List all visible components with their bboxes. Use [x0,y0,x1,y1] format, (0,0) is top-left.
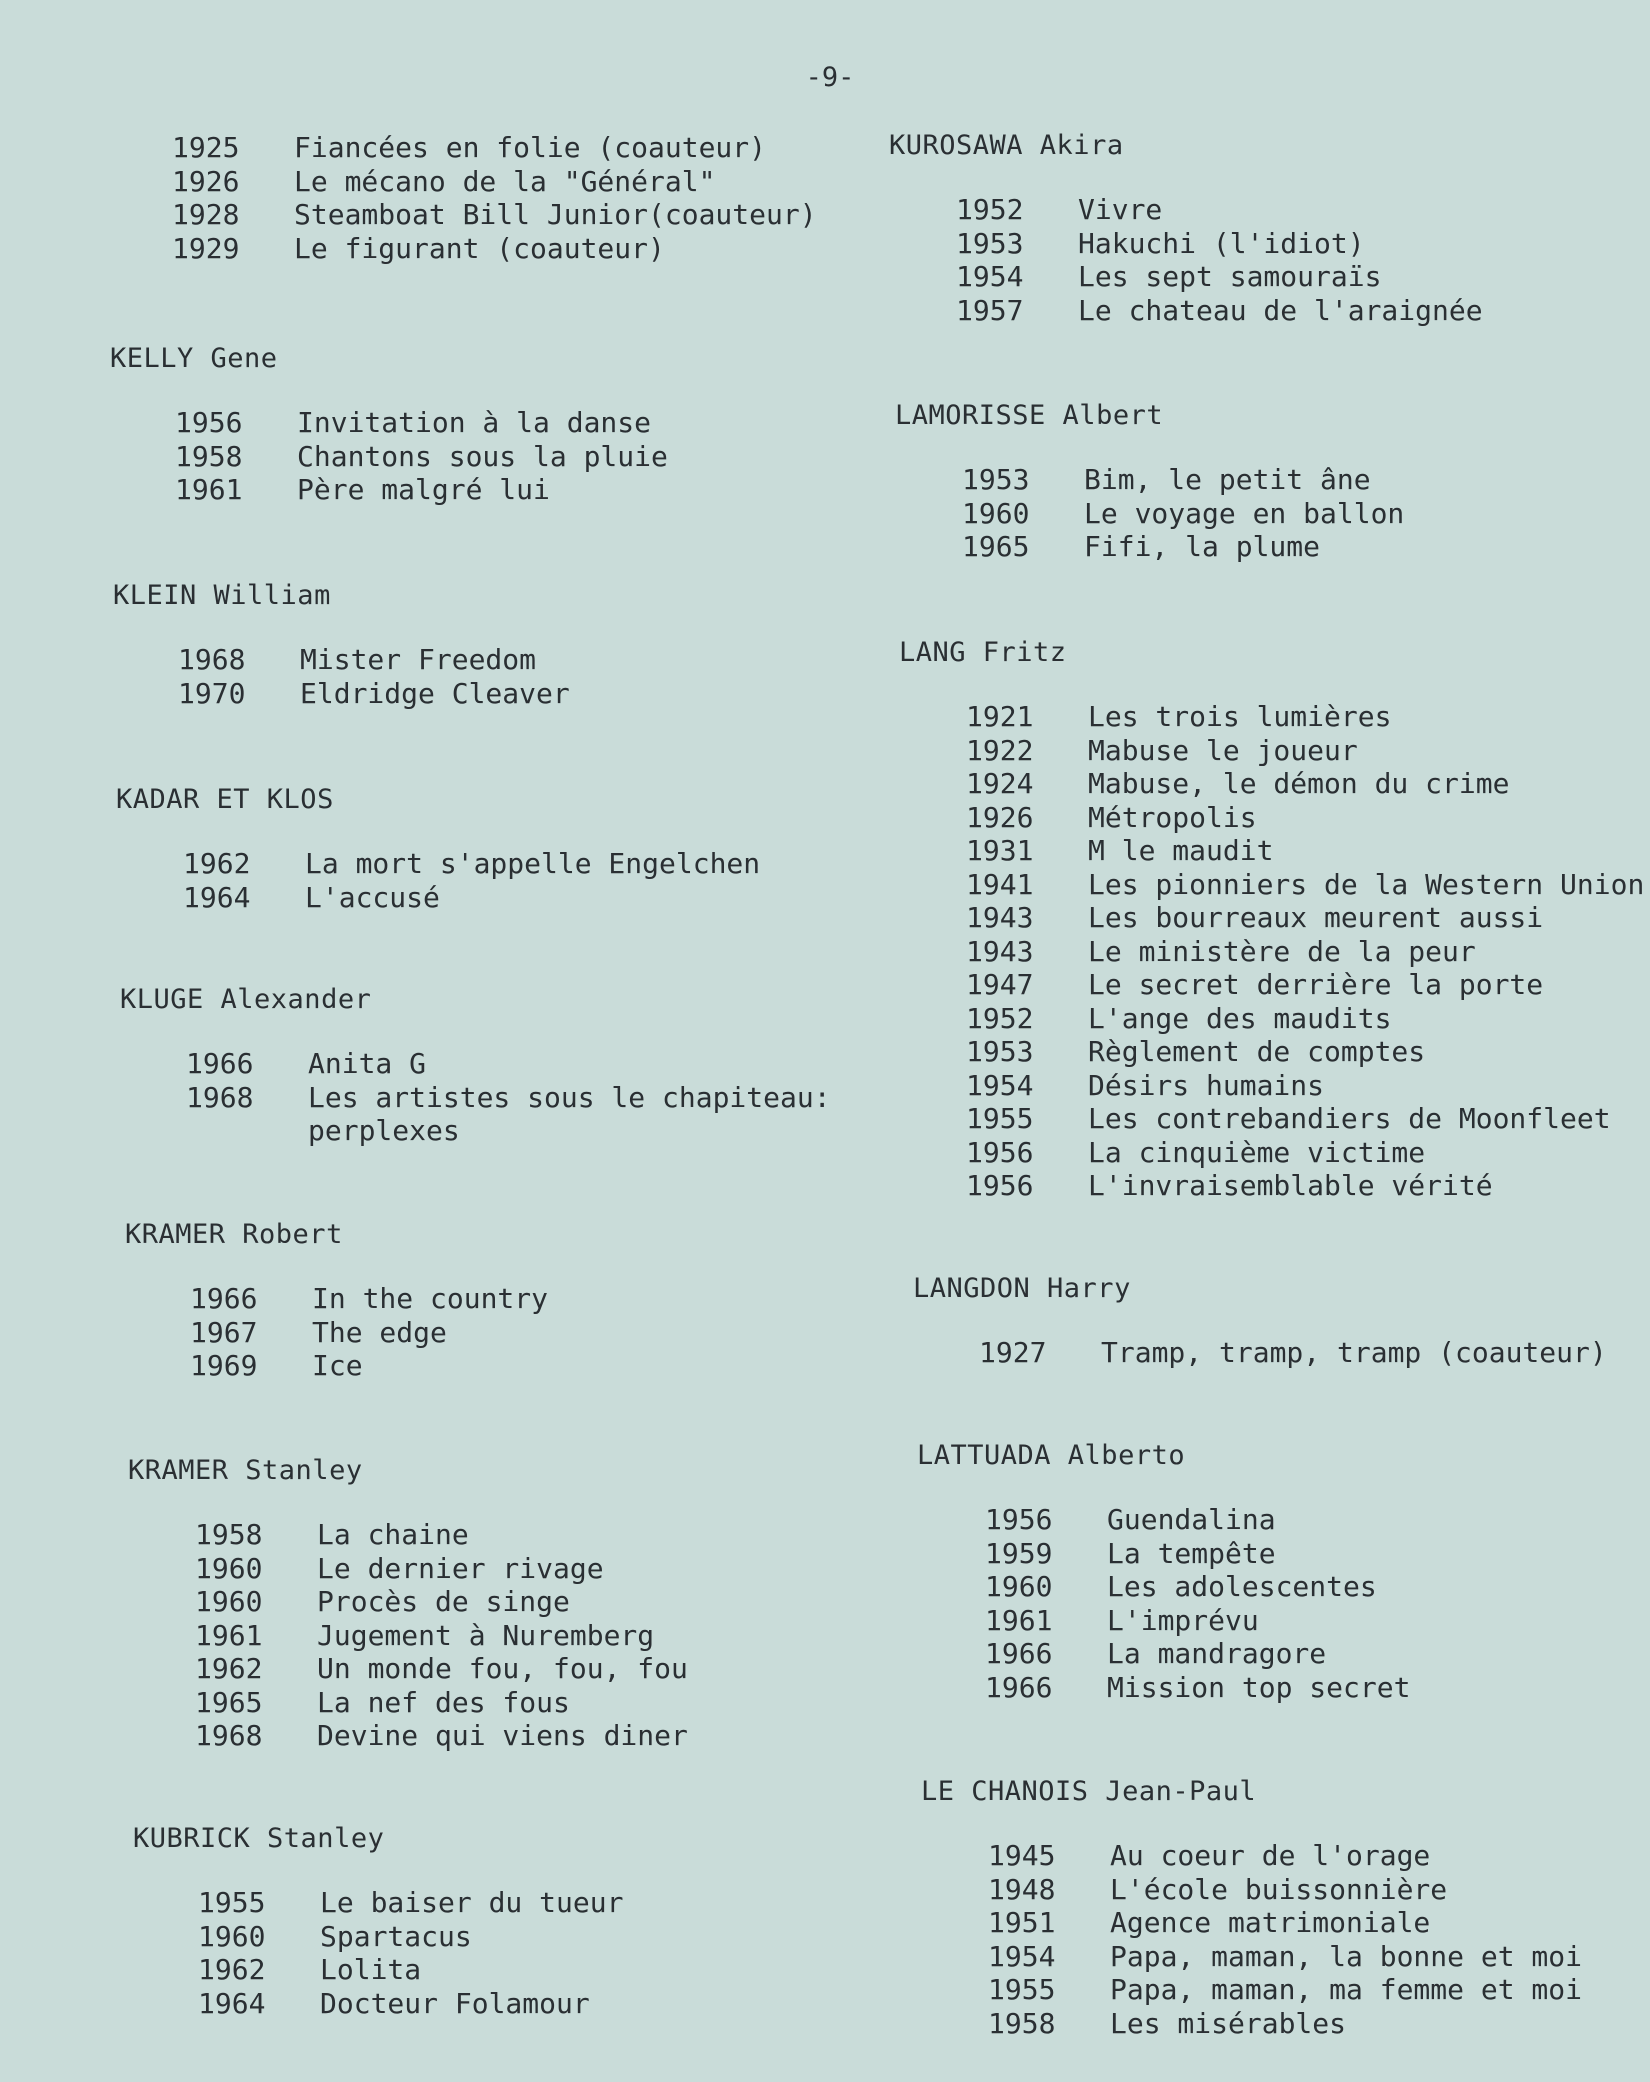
director-entry [889,130,1483,327]
film-title: L'école buissonnière [1110,1872,1448,1906]
film-year: 1943 [966,934,1034,968]
film-year: 1960 [198,1919,266,1953]
film-list [979,1336,1607,1370]
film-year: 1959 [985,1536,1053,1570]
film-year: 1953 [956,226,1024,260]
film-row [195,1719,688,1753]
director-name: KRAMER Robert [125,1219,343,1250]
film-title: Les misérables [1110,2006,1347,2040]
film-row [962,463,1404,497]
film-row [966,901,1644,935]
film-list [175,406,668,507]
film-row [966,801,1644,835]
film-title: L'accusé [305,880,440,914]
film-row [172,165,817,199]
film-title: Mabuse, le démon du crime [1088,767,1510,800]
film-title: Agence matrimoniale [1110,1906,1431,1939]
director-entry [899,637,1644,1203]
director-name: LANGDON Harry [913,1273,1131,1304]
film-row [186,1081,831,1115]
film-title: Les contrebandiers de Moonfleet [1088,1102,1611,1135]
film-year: 1966 [985,1670,1053,1704]
film-year: 1952 [966,1001,1034,1035]
film-year: 1958 [988,2006,1056,2040]
film-title: M le maudit [1088,834,1274,867]
film-year: 1947 [966,968,1034,1001]
film-title: In the country [312,1282,549,1315]
film-year: 1952 [956,193,1024,226]
film-list [985,1503,1410,1704]
film-list [198,1886,623,2020]
film-year: 1960 [195,1551,263,1585]
film-title: Anita G [308,1047,427,1080]
film-row [962,530,1404,564]
film-year: 1941 [966,867,1034,901]
film-year: 1970 [178,676,246,710]
film-year: 1954 [966,1068,1034,1102]
film-title: Les sept samouraïs [1078,260,1382,293]
film-title: Tramp, tramp, tramp (coauteur) [1101,1336,1607,1369]
film-row [198,1920,623,1954]
film-title: Docteur Folamour [320,1986,590,2020]
film-list [966,700,1644,1203]
film-row [988,1906,1582,1940]
film-year: 1926 [172,164,240,198]
film-title: L'invraisemblable vérité [1088,1169,1493,1202]
film-year: 1961 [195,1618,263,1652]
film-title: Papa, maman, la bonne et moi [1110,1939,1583,1973]
film-year: 1922 [966,733,1034,767]
film-row [195,1585,688,1619]
film-row [198,1953,623,1987]
film-title: Règlement de comptes [1088,1035,1426,1068]
film-title: Bim, le petit âne [1084,463,1371,496]
director-name: KUROSAWA Akira [889,130,1124,161]
film-title: Le mécano de la "Général" [294,164,716,198]
film-title: Le chateau de l'araignée [1078,293,1483,327]
film-year: 1951 [988,1906,1056,1939]
director-entry [120,984,831,1148]
director-entry [113,580,570,710]
film-row [966,1035,1644,1069]
director-entry [116,784,760,914]
film-row [198,1987,623,2021]
film-row [172,131,817,165]
film-year: 1968 [178,643,246,676]
film-title: Vivre [1078,193,1163,226]
film-title: Spartacus [320,1919,472,1953]
film-year: 1964 [198,1986,266,2020]
film-title: Mabuse le joueur [1088,733,1358,767]
film-row [956,260,1483,294]
film-title: Les bourreaux meurent aussi [1088,901,1544,934]
film-title: La mort s'appelle Engelchen [305,847,761,880]
film-row [966,1169,1644,1203]
film-title: Le secret derrière la porte [1088,968,1544,1001]
film-year: 1955 [198,1886,266,1919]
film-year: 1954 [956,260,1024,293]
film-title: Les artistes sous le chapiteau: [308,1080,831,1114]
film-title: The edge [312,1315,447,1349]
film-row [190,1282,548,1316]
film-year: 1962 [195,1652,263,1685]
film-row [175,473,668,507]
film-row [172,232,817,266]
film-title: Lolita [320,1953,422,1986]
page-number: -9- [805,62,855,93]
director-name: KADAR ET KLOS [116,784,334,815]
film-row [966,1069,1644,1103]
film-year: 1956 [966,1169,1034,1202]
film-row [966,834,1644,868]
film-row [966,767,1644,801]
film-row [178,677,570,711]
film-title: Jugement à Nuremberg [317,1618,655,1652]
film-row [172,198,817,232]
film-row [966,868,1644,902]
film-row [988,2007,1582,2041]
director-entry [133,1823,623,2020]
film-title: La tempête [1107,1536,1276,1570]
film-title: Eldridge Cleaver [300,676,570,710]
film-row [988,1973,1582,2007]
director-entry [172,131,817,265]
film-row [985,1570,1410,1604]
film-title: L'imprévu [1107,1603,1259,1637]
film-row [190,1349,548,1383]
film-list [956,193,1483,327]
director-entry [125,1219,548,1383]
film-year: 1962 [198,1953,266,1986]
film-year: 1929 [172,231,240,265]
film-row [195,1518,688,1552]
film-year: 1924 [966,767,1034,800]
director-name: LE CHANOIS Jean-Paul [921,1776,1257,1807]
film-title: Les pionniers de la Western Union [1088,867,1645,901]
film-title: Mission top secret [1107,1670,1411,1704]
film-year: 1961 [985,1603,1053,1637]
film-year: 1966 [186,1047,254,1080]
film-title: Un monde fou, fou, fou [317,1652,688,1685]
film-title: La cinquième victime [1088,1135,1426,1169]
film-row [183,881,760,915]
film-title: Père malgré lui [297,473,550,506]
film-year: 1945 [988,1839,1056,1872]
film-row [198,1886,623,1920]
director-entry [128,1455,688,1753]
film-title: Désirs humains [1088,1068,1325,1102]
film-title: Le baiser du tueur [320,1886,624,1919]
film-year: 1966 [985,1637,1053,1670]
film-list [172,131,817,265]
film-title: Fiancées en folie (coauteur) [294,131,767,164]
film-year: 1943 [966,901,1034,934]
film-list [178,643,570,710]
director-entry [913,1273,1607,1370]
director-entry [110,343,668,507]
film-year: 1967 [190,1315,258,1349]
film-year: 1969 [190,1349,258,1382]
film-title: Le dernier rivage [317,1551,604,1585]
film-row [985,1604,1410,1638]
film-row [175,406,668,440]
film-year: 1926 [966,800,1034,834]
film-row [956,227,1483,261]
film-year: 1953 [962,463,1030,496]
film-year: 1954 [988,1939,1056,1973]
film-row [186,1047,831,1081]
film-year: 1958 [175,439,243,473]
director-name: KLEIN William [113,580,331,611]
film-row [195,1686,688,1720]
film-year: 1968 [195,1719,263,1752]
film-row [985,1637,1410,1671]
film-year: 1927 [979,1336,1047,1369]
director-name: LAMORISSE Albert [895,400,1164,431]
film-title: Au coeur de l'orage [1110,1839,1431,1872]
film-title: La mandragore [1107,1637,1327,1670]
director-entry [895,400,1404,564]
film-title: Le figurant (coauteur) [294,231,665,265]
film-row [195,1619,688,1653]
film-year: 1921 [966,700,1034,733]
film-year: 1957 [956,293,1024,327]
film-list [962,463,1404,564]
film-row [985,1671,1410,1705]
film-row [966,700,1644,734]
film-list [988,1839,1582,2040]
film-title: Steamboat Bill Junior(coauteur) [294,198,817,231]
film-year: 1964 [183,880,251,914]
film-list [183,847,760,914]
film-title: La nef des fous [317,1685,570,1719]
film-row [966,935,1644,969]
film-row [988,1839,1582,1873]
director-name: KELLY Gene [110,343,278,374]
film-year: 1956 [175,406,243,439]
film-year: 1965 [962,530,1030,563]
film-year: 1955 [966,1102,1034,1135]
film-title: Le ministère de la peur [1088,934,1476,968]
film-row [966,1102,1644,1136]
film-row [195,1552,688,1586]
film-title: Mister Freedom [300,643,537,676]
film-row [979,1336,1607,1370]
film-year: 1960 [195,1585,263,1618]
film-year [186,1114,308,1148]
film-year: 1958 [195,1518,263,1551]
film-list [190,1282,548,1383]
film-title: Chantons sous la pluie [297,439,668,473]
film-year: 1955 [988,1973,1056,2006]
film-row [183,847,760,881]
film-title: Ice [312,1349,363,1382]
film-title: Fifi, la plume [1084,530,1321,563]
film-row [966,734,1644,768]
director-name: KRAMER Stanley [128,1455,363,1486]
film-year: 1962 [183,847,251,880]
director-name: KLUGE Alexander [120,984,372,1015]
film-row [966,1002,1644,1036]
film-title: Les trois lumières [1088,700,1392,733]
director-entry [921,1776,1582,2040]
film-list [186,1047,831,1148]
director-entry [917,1440,1410,1704]
film-row [186,1114,831,1148]
film-row [195,1652,688,1686]
film-year: 1953 [966,1035,1034,1068]
film-title: Les adolescentes [1107,1570,1377,1603]
film-title: Invitation à la danse [297,406,652,439]
film-year: 1925 [172,131,240,164]
film-title: Papa, maman, ma femme et moi [1110,1973,1583,2006]
film-row [988,1940,1582,1974]
film-row [956,294,1483,328]
film-year: 1956 [985,1503,1053,1536]
film-row [962,497,1404,531]
film-row [985,1503,1410,1537]
director-name: LATTUADA Alberto [917,1440,1186,1471]
film-year: 1965 [195,1685,263,1719]
film-title: Procès de singe [317,1585,570,1618]
film-year: 1961 [175,473,243,506]
film-list [195,1518,688,1753]
film-title: perplexes [308,1114,460,1147]
film-title: Métropolis [1088,800,1257,834]
film-title: La chaine [317,1518,469,1551]
film-row [966,968,1644,1002]
film-title: Guendalina [1107,1503,1276,1536]
film-year: 1928 [172,198,240,231]
film-title: L'ange des maudits [1088,1001,1392,1035]
film-title: Devine qui viens diner [317,1719,688,1752]
film-row [985,1537,1410,1571]
film-year: 1960 [962,496,1030,530]
film-row [988,1873,1582,1907]
film-row [966,1136,1644,1170]
film-title: Le voyage en ballon [1084,496,1405,530]
film-row [956,193,1483,227]
film-year: 1931 [966,834,1034,867]
film-year: 1960 [985,1570,1053,1603]
film-title: Hakuchi (l'idiot) [1078,226,1365,260]
director-name: KUBRICK Stanley [133,1823,385,1854]
film-year: 1956 [966,1135,1034,1169]
film-row [190,1316,548,1350]
film-year: 1948 [988,1872,1056,1906]
director-name: LANG Fritz [899,637,1067,668]
film-row [178,643,570,677]
film-row [175,440,668,474]
film-year: 1968 [186,1080,254,1114]
film-year: 1966 [190,1282,258,1315]
